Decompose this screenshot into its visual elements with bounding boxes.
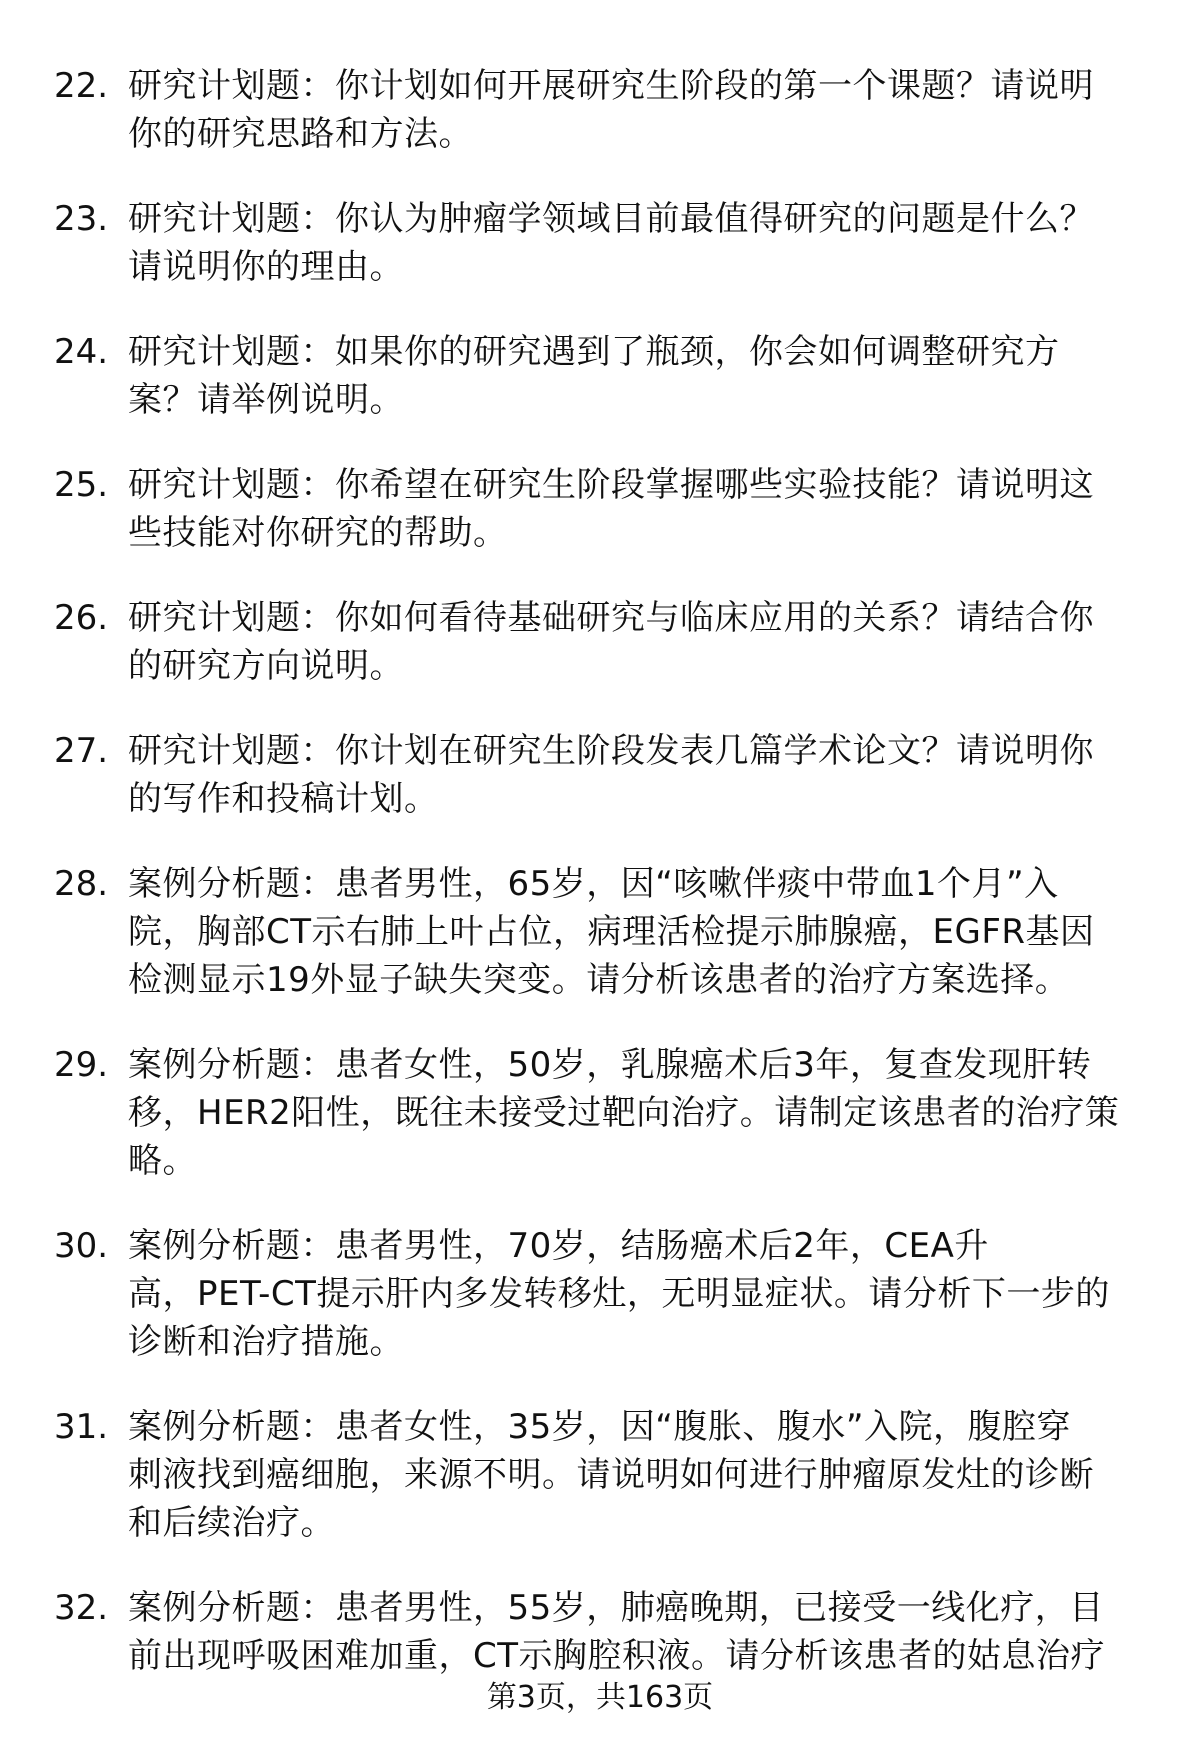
question-text-line: 刺液找到癌细胞，来源不明。请说明如何进行肿瘤原发灶的诊断	[128, 1455, 1094, 1495]
question-text-line: 的研究方向说明。	[128, 646, 404, 686]
question-text	[128, 1222, 1200, 1366]
question-item	[0, 62, 1200, 158]
question-text	[128, 62, 1200, 158]
question-text-line: 研究计划题：如果你的研究遇到了瓶颈，你会如何调整研究方	[128, 332, 1060, 372]
question-item	[0, 727, 1200, 823]
question-text	[128, 328, 1200, 424]
question-text-line: 检测显示19外显子缺失突变。请分析该患者的治疗方案选择。	[128, 960, 1070, 1000]
question-number: 32.	[54, 1588, 109, 1628]
question-text-line: 请说明你的理由。	[128, 247, 404, 287]
question-item	[0, 1222, 1200, 1366]
question-number: 26.	[54, 598, 109, 638]
question-text-line: 的写作和投稿计划。	[128, 779, 439, 819]
question-text-line: 案例分析题：患者女性，35岁，因“腹胀、腹水”入院，腹腔穿	[128, 1407, 1071, 1447]
question-item	[0, 860, 1200, 1004]
question-text-line: 研究计划题：你计划在研究生阶段发表几篇学术论文？请说明你	[128, 731, 1094, 771]
question-text	[128, 195, 1200, 291]
question-item	[0, 461, 1200, 557]
question-text-line: 你的研究思路和方法。	[128, 114, 473, 154]
question-text-line: 案例分析题：患者男性，55岁，肺癌晚期，已接受一线化疗，目	[128, 1588, 1104, 1628]
question-text	[128, 1403, 1200, 1547]
question-text-line: 院，胸部CT示右肺上叶占位，病理活检提示肺腺癌，EGFR基因	[128, 912, 1095, 952]
question-item	[0, 1041, 1200, 1185]
question-number: 22.	[54, 66, 109, 106]
question-text-line: 诊断和治疗措施。	[128, 1322, 404, 1362]
question-item	[0, 1584, 1200, 1680]
question-list	[0, 62, 1200, 1717]
question-text-line: 研究计划题：你认为肿瘤学领域目前最值得研究的问题是什么？	[128, 199, 1094, 239]
question-number: 29.	[54, 1045, 109, 1085]
question-text-line: 研究计划题：你希望在研究生阶段掌握哪些实验技能？请说明这	[128, 465, 1094, 505]
question-text	[128, 727, 1200, 823]
question-text-line: 移，HER2阳性，既往未接受过靶向治疗。请制定该患者的治疗策	[128, 1093, 1120, 1133]
question-item	[0, 328, 1200, 424]
question-number: 30.	[54, 1226, 109, 1266]
question-text	[128, 1041, 1200, 1185]
question-text-line: 高，PET-CT提示肝内多发转移灶，无明显症状。请分析下一步的	[128, 1274, 1110, 1314]
question-text-line: 案例分析题：患者女性，50岁，乳腺癌术后3年，复查发现肝转	[128, 1045, 1092, 1085]
question-number: 27.	[54, 731, 109, 771]
question-text-line: 案例分析题：患者男性，70岁，结肠癌术后2年，CEA升	[128, 1226, 989, 1266]
question-item	[0, 1403, 1200, 1547]
question-text-line: 前出现呼吸困难加重，CT示胸腔积液。请分析该患者的姑息治疗	[128, 1636, 1106, 1676]
question-text-line: 略。	[128, 1141, 197, 1181]
question-text	[128, 461, 1200, 557]
question-text	[128, 1584, 1200, 1680]
question-text-line: 研究计划题：你如何看待基础研究与临床应用的关系？请结合你	[128, 598, 1094, 638]
question-number: 23.	[54, 199, 109, 239]
question-item	[0, 195, 1200, 291]
page-footer: 第3页，共163页	[486, 1680, 714, 1715]
question-number: 31.	[54, 1407, 109, 1447]
question-text-line: 和后续治疗。	[128, 1503, 335, 1543]
question-text-line: 些技能对你研究的帮助。	[128, 513, 508, 553]
question-text	[128, 594, 1200, 690]
question-number: 24.	[54, 332, 109, 372]
question-text-line: 研究计划题：你计划如何开展研究生阶段的第一个课题？请说明	[128, 66, 1094, 106]
question-text-line: 案例分析题：患者男性，65岁，因“咳嗽伴痰中带血1个月”入	[128, 864, 1059, 904]
question-text-line: 案？请举例说明。	[128, 380, 404, 420]
question-item	[0, 594, 1200, 690]
question-number: 25.	[54, 465, 109, 505]
question-number: 28.	[54, 864, 109, 904]
question-text	[128, 860, 1200, 1004]
